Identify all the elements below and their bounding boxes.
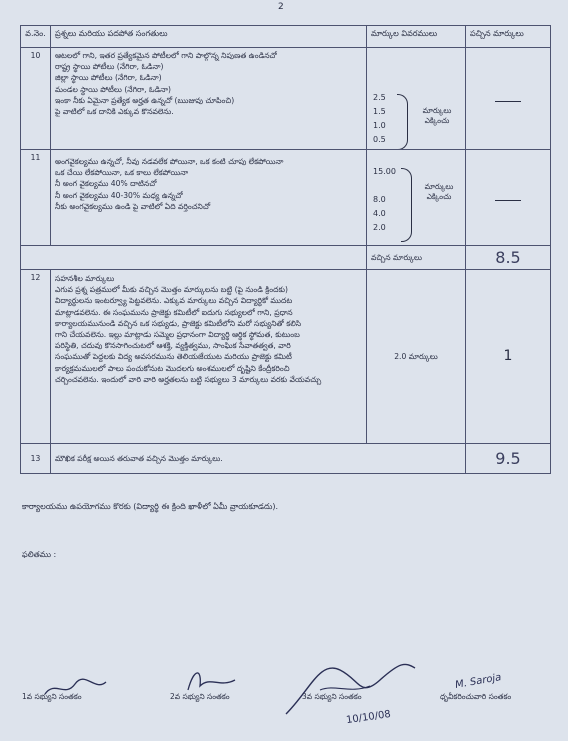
signature-2-label: 2వ సభ్యుని సంతకం: [170, 692, 230, 701]
row11-mark-list: [373, 166, 396, 236]
row12-line: విద్యార్థులను ఇంటర్వ్యూ పెట్టవలెను. ఎక్కువ మార్కులు వచ్చిన విద్యార్థికో ముదట: [55, 296, 293, 306]
row11-brace: [401, 168, 412, 242]
row11-mark: 4.0: [373, 209, 386, 218]
subtotal-label: వచ్చిన మార్కులు: [367, 246, 466, 270]
row12-text: [51, 270, 367, 444]
signature-3-label: 3వ సభ్యుని సంతకం: [302, 692, 362, 701]
office-use-note: కార్యాలయము ఉపయోగము కొరకు (విద్యార్థి ఈ క్రింది ఖాళీలో ఏమీ వ్రాయకూడదు).: [22, 502, 279, 511]
table-row-10: [21, 48, 551, 150]
row11-given: [466, 150, 551, 246]
table-row-11: [21, 150, 551, 246]
table-row-13: [21, 444, 551, 474]
row11-dash: [495, 200, 521, 201]
row11-mark: 2.0: [373, 223, 386, 232]
row13-sno: 13: [21, 444, 51, 474]
row10-mark: 1.0: [373, 121, 386, 130]
row10-given: [466, 48, 551, 150]
signature-handwritten-name: M. Saroja: [454, 672, 503, 691]
signature-3-scribble: [280, 650, 420, 720]
row13-given: 9.5: [466, 444, 551, 474]
row10-line: పై వాటిలో ఒక దానికి ఎక్కువ కొనవలెను.: [55, 107, 174, 117]
result-label: ఫలితము :: [22, 550, 57, 559]
row11-sno: 11: [21, 150, 51, 246]
row12-line: మాట్లాడవలెను. ఈ సంఘమును ప్రాజెక్టు కమిటీలో ఐదుగు సభ్యులలో గాని, ప్రధాన: [55, 307, 293, 317]
row10-marks-label: మార్కులు ఎక్కించు: [422, 106, 452, 125]
row10-brace: [397, 94, 408, 150]
table-header-row: [21, 26, 551, 48]
header-questions: ప్రశ్నలు మరియు పదపోత సంగతులు: [51, 26, 367, 48]
row12-line: కార్యక్రమములలో పాలు పంచుకోనుట మొదలగు అంశములలో దృష్టిని కేంద్రీకరించి: [55, 363, 290, 373]
row10-dash: [495, 101, 521, 102]
row10-marks: [367, 48, 466, 150]
row11-line: అంగవైకల్యము ఉన్నచో, నీవు నడవలేక పోయినా, ఒక కంటి చూపు లేకపోయినా: [55, 157, 284, 166]
row10-mark-list: [373, 92, 386, 148]
row11-mark: 15.00: [373, 167, 396, 176]
table-row-12: [21, 270, 551, 444]
row11-line: ఒక చేయి లేకపోయినా, ఒక కాలు లేకపోయినా: [55, 168, 189, 178]
row10-line: రాష్ట్ర స్థాయి పోటీలు (నేగిరా, ఓడినా): [55, 62, 164, 72]
row10-line: జిల్లా స్థాయి పోటీలు (నేగిరా, ఓడినా): [55, 73, 162, 83]
row10-line: ఆటలలో గాని, ఇతర ప్రత్యేకమైన పోటీలలో గాని పాల్గొన్న నిపుణత ఉండినచో: [55, 51, 277, 60]
row10-line: మండల స్థాయి పోటీలు (నేగిరా, ఓడినా): [55, 84, 172, 94]
row10-mark: 1.5: [373, 107, 386, 116]
row11-marks-label: మార్కులు ఎక్కించు: [424, 182, 454, 201]
row11-text: [51, 150, 367, 246]
row12-line: గాని చేయవలెను. ఇల్లు మాట్లాడు సమ్మెల ప్రధానంగా విద్యార్థి ఆర్థిక స్థోమత, కుటుంబ: [55, 330, 300, 340]
row10-text: [51, 48, 367, 150]
row11-line: నీకు అంగవైకల్యము ఉండి పై వాటిలో ఏది వర్తించనిచో: [55, 201, 211, 211]
row10-mark: 2.5: [373, 93, 386, 102]
row12-line: సంఘముతో పెద్దలకు విద్య అవసరమును తెలియజేయుట మరియు ప్రాజెక్టు కమిటీ: [55, 352, 292, 362]
marks-table: [20, 25, 551, 474]
subtotal-row: [21, 246, 551, 270]
row11-line: నీ అంగ వైకల్యము 40-30% మధ్య ఉన్నచో: [55, 190, 183, 200]
signature-4-label: ధృవీకరించువారి సంతకం: [440, 692, 512, 701]
header-marks-details: మార్కుల వివరములు: [367, 26, 466, 48]
row12-line: కార్యాలయమునుండి వచ్చిన ఒక సభ్యుడు, ప్రాజెక్టు కమిటీలోని మరో సభ్యునితో కలిసి: [55, 318, 302, 328]
page-number: 2: [278, 2, 284, 12]
header-marks-obtained: పచ్చిన మార్కులు: [466, 26, 551, 48]
signature-2-scribble: [180, 662, 240, 696]
row12-sno: 12: [21, 270, 51, 444]
row10-line: ఇంకా నీకు ఏమైనా ప్రత్యేక అర్హత ఉన్నచో (ఋజువు చూపించి): [55, 95, 235, 105]
row12-given: 1: [466, 270, 551, 444]
row12-line: పరిస్థితి, చదువు కొనసాగించుటలో ఆశక్తి, వ్యక్తిత్వము, సాంఘిక సేవాతత్వత, వారి: [55, 341, 291, 351]
row11-line: నీ అంగ వైకల్యము 40% దాటినచో: [55, 179, 157, 189]
row11-mark: 8.0: [373, 195, 386, 204]
signature-1-label: 1వ సభ్యుని సంతకం: [22, 692, 82, 701]
signature-date: 10/10/08: [345, 708, 392, 727]
row10-sno: 10: [21, 48, 51, 150]
row10-mark: 0.5: [373, 135, 386, 144]
row12-line: చర్చించవలెను. ఇందులో వారి వారి అర్హతలను బట్టి సభ్యులు 3 మార్కులు వరకు వేయవచ్చు: [55, 374, 322, 384]
row11-marks: [367, 150, 466, 246]
row12-marks: 2.0 మార్కులు: [367, 270, 466, 444]
header-sno: వ.నెం.: [21, 26, 51, 48]
row12-title: సహనశీల మార్కులు: [55, 274, 115, 283]
row13-text: మౌఖిక పరీక్ష అయిన తరువాత వచ్చిన మొత్తం మార్కులు.: [51, 444, 466, 474]
row12-line: ఎగువ ప్రశ్న పత్రములో మీకు వచ్చిన మొత్తం మార్కులను బట్టి (పై నుండి క్రిందకు): [55, 285, 288, 295]
subtotal-value: 8.5: [466, 246, 551, 270]
